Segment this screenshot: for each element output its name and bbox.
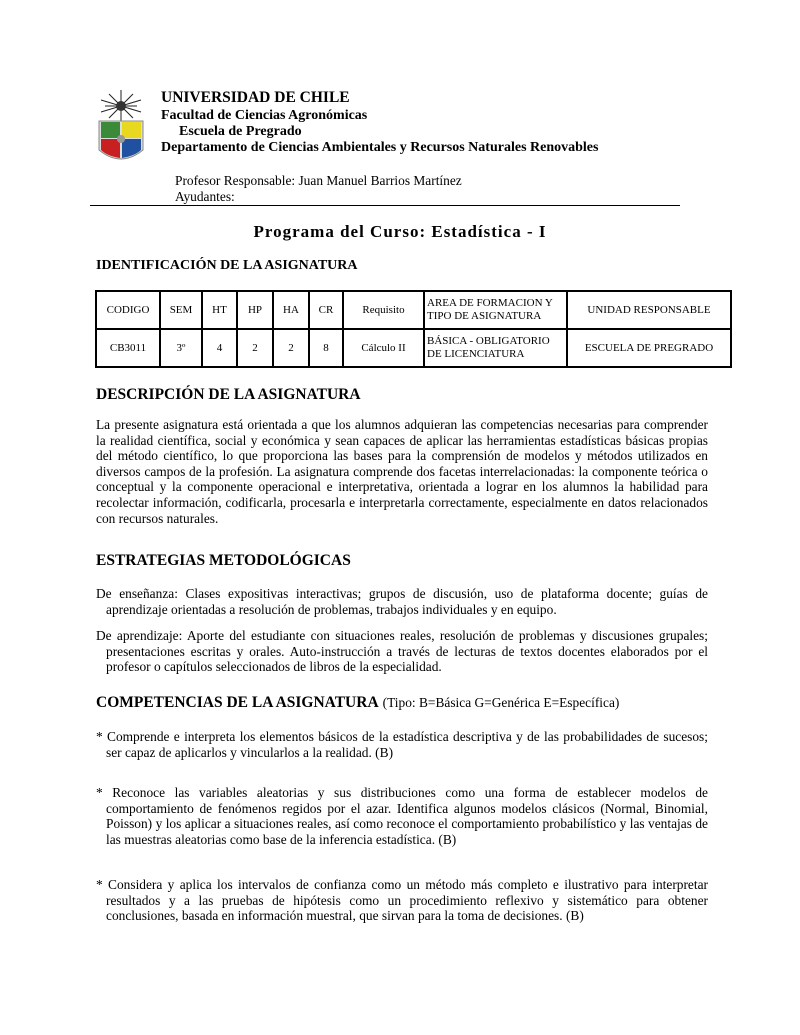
cell-unidad: ESCUELA DE PREGRADO bbox=[567, 329, 731, 367]
col-codigo: CODIGO bbox=[96, 291, 160, 329]
col-cr: CR bbox=[309, 291, 343, 329]
professor: Profesor Responsable: Juan Manuel Barrios Martínez bbox=[175, 173, 462, 188]
cell-sem: 3º bbox=[160, 329, 202, 367]
competency-item: * Comprende e interpreta los elementos básicos de la estadística descriptiva y de las probabilidades de sucesos; ser capaz de aplicarlos y vincularlos a la realidad. (B) bbox=[96, 729, 708, 760]
col-unidad: UNIDAD RESPONSABLE bbox=[567, 291, 731, 329]
university-name: UNIVERSIDAD DE CHILE bbox=[161, 89, 350, 106]
col-ht: HT bbox=[202, 291, 237, 329]
description-text: La presente asignatura está orientada a que los alumnos adquieran las competencias necesarias para comprender la realidad científica, social y económica y sean capaces de aplicar las herramientas estadísticas básicas propias del método científico, lo que proporciona las bases para la comprensión de modelos y métodos utilizados en diversos campos de la profesión. La asignatura comprende dos facetas interrelacionadas: la componente teórica o conceptual y la componente operacional e interpretativa, orientada a lograr en los alumnos la habilidad para recolectar información, codificarla, procesarla e interpretarla correctamente, especialmente en datos relacionados con recursos naturales. bbox=[96, 417, 708, 526]
faculty-name: Facultad de Ciencias Agronómicas bbox=[161, 108, 368, 123]
competency-item: * Reconoce las variables aleatorias y sus distribuciones como una forma de establecer modelos de comportamiento de fenómenos regidos por el azar. Identifica algunos modelos clásicos (Normal, Binomial, Poisson) y los aplicar a situaciones reales, así como reconoce el comportamiento probabilístico y las ventajas de las muestras aleatorias como base de la inferencia estadística. (B) bbox=[96, 785, 708, 847]
description-heading: DESCRIPCIÓN DE LA ASIGNATURA bbox=[96, 386, 361, 403]
col-area: AREA DE FORMACION Y TIPO DE ASIGNATURA bbox=[424, 291, 567, 329]
cell-area: BÁSICA - OBLIGATORIO DE LICENCIATURA bbox=[424, 329, 567, 367]
col-ha: HA bbox=[273, 291, 309, 329]
table-row bbox=[96, 329, 731, 367]
cell-codigo: CB3011 bbox=[96, 329, 160, 367]
competencies-legend: (Tipo: B=Básica G=Genérica E=Específica) bbox=[382, 695, 620, 710]
assistants: Ayudantes: bbox=[175, 189, 235, 204]
cell-ha: 2 bbox=[273, 329, 309, 367]
strategies-heading: ESTRATEGIAS METODOLÓGICAS bbox=[96, 552, 351, 569]
school-name: Escuela de Pregrado bbox=[179, 124, 302, 139]
identification-heading: IDENTIFICACIÓN DE LA ASIGNATURA bbox=[96, 258, 358, 273]
cell-requisito: Cálculo II bbox=[343, 329, 424, 367]
cell-hp: 2 bbox=[237, 329, 273, 367]
competencies-header bbox=[96, 694, 619, 712]
divider bbox=[90, 205, 680, 206]
university-logo-icon bbox=[97, 88, 145, 166]
col-sem: SEM bbox=[160, 291, 202, 329]
cell-ht: 4 bbox=[202, 329, 237, 367]
cell-cr: 8 bbox=[309, 329, 343, 367]
page-title: Programa del Curso: Estadística - I bbox=[253, 222, 547, 241]
identification-table bbox=[95, 290, 732, 368]
department-name: Departamento de Ciencias Ambientales y Recursos Naturales Renovables bbox=[161, 140, 599, 155]
col-requisito: Requisito bbox=[343, 291, 424, 329]
table-header-row bbox=[96, 291, 731, 329]
competency-item: * Considera y aplica los intervalos de confianza como un método más completo e ilustrativo para interpretar resultados y a las pruebas de hipótesis como un procedimiento reflexivo y sistemático para obtener conclusiones, basada en información muestral, que sirvan para la toma de decisiones. (B) bbox=[96, 877, 708, 924]
strategy-teaching: De enseñanza: Clases expositivas interactivas; grupos de discusión, uso de plataforma docente; guías de aprendizaje orientadas a resolución de problemas, trabajos individuales y en equipo. bbox=[96, 586, 708, 617]
col-hp: HP bbox=[237, 291, 273, 329]
strategy-learning: De aprendizaje: Aporte del estudiante con situaciones reales, resolución de problemas y discusiones grupales; presentaciones escritas y orales. Auto-instrucción a través de lecturas de textos docentes elaborados por el profesor o capítulos seleccionados de libros de la especialidad. bbox=[96, 628, 708, 675]
competencies-heading: COMPETENCIAS DE LA ASIGNATURA bbox=[96, 694, 379, 711]
